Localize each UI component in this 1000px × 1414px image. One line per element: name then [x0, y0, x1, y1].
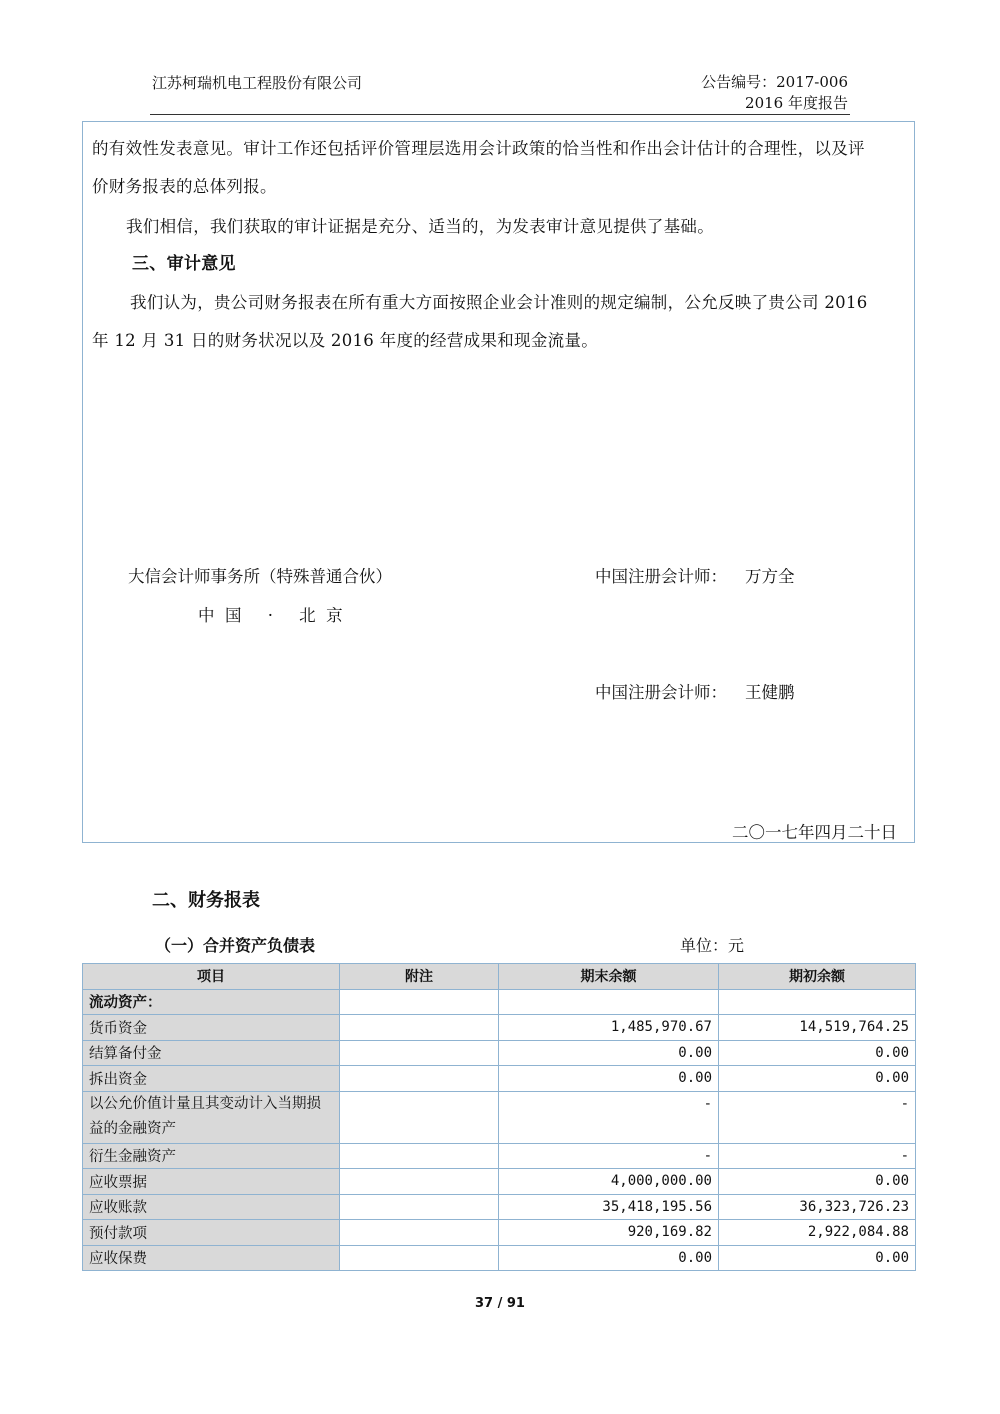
table-row [83, 1040, 916, 1066]
audit-paragraph-1 [92, 130, 865, 206]
table-row [83, 1091, 916, 1143]
audit-paragraph-1-line-1: 的有效性发表意见。审计工作还包括评价管理层选用会计政策的恰当性和作出会计估计的合理性，以及评 [92, 139, 865, 158]
table-row [83, 1169, 916, 1195]
row-opening-balance: 0.00 [719, 1066, 916, 1092]
audit-firm-name: 大信会计师事务所（特殊普通合伙） [128, 567, 392, 586]
section-3-heading: 三、审计意见 [132, 254, 236, 274]
row-note [340, 1169, 499, 1195]
report-meta [701, 72, 848, 114]
row-closing-balance: 920,169.82 [499, 1220, 719, 1246]
row-opening-balance: 14,519,764.25 [719, 1015, 916, 1041]
audit-firm-location: 中 国 · 北 京 [198, 606, 343, 625]
row-label: 以公允价值计量且其变动计入当期损益的金融资产 [83, 1091, 340, 1143]
row-closing-balance: 0.00 [499, 1040, 719, 1066]
balance-sheet-table [82, 963, 916, 1271]
row-closing-balance [499, 989, 719, 1015]
cpa-2-name: 王健鹏 [745, 683, 795, 702]
balance-sheet-title: （一）合并资产负债表 [155, 936, 316, 955]
announcement-number: 公告编号：2017-006 [701, 73, 848, 91]
audit-paragraph-1-line-2: 价财务报表的总体列报。 [92, 177, 277, 196]
row-label: 结算备付金 [83, 1040, 340, 1066]
row-opening-balance [719, 989, 916, 1015]
row-opening-balance: 0.00 [719, 1245, 916, 1271]
row-opening-balance: 2,922,084.88 [719, 1220, 916, 1246]
row-closing-balance: - [499, 1091, 719, 1143]
cpa-2-label: 中国注册会计师： [595, 683, 727, 702]
row-opening-balance: 36,323,726.23 [719, 1194, 916, 1220]
header-divider [150, 114, 850, 115]
audit-opinion-line-1: 我们认为，贵公司财务报表在所有重大方面按照企业会计准则的规定编制，公允反映了贵公司 2016 [130, 293, 868, 312]
row-note [340, 1015, 499, 1041]
audit-paragraph-2: 我们相信，我们获取的审计证据是充分、适当的，为发表审计意见提供了基础。 [126, 217, 714, 236]
table-row [83, 1220, 916, 1246]
row-label: 衍生金融资产 [83, 1143, 340, 1169]
row-closing-balance: 0.00 [499, 1245, 719, 1271]
column-header-item: 项目 [83, 964, 340, 990]
row-note [340, 1220, 499, 1246]
table-row [83, 1143, 916, 1169]
table-row [83, 1194, 916, 1220]
row-closing-balance: 35,418,195.56 [499, 1194, 719, 1220]
row-note [340, 1245, 499, 1271]
row-label: 流动资产： [83, 989, 340, 1015]
row-closing-balance: 4,000,000.00 [499, 1169, 719, 1195]
report-date: 二〇一七年四月二十日 [732, 823, 897, 842]
row-note [340, 989, 499, 1015]
row-note [340, 1194, 499, 1220]
company-name: 江苏柯瑞机电工程股份有限公司 [152, 74, 363, 92]
table-row [83, 1066, 916, 1092]
cpa-1-label: 中国注册会计师： [595, 567, 727, 586]
row-opening-balance: - [719, 1091, 916, 1143]
table-row [83, 1015, 916, 1041]
column-header-opening-balance: 期初余额 [719, 964, 916, 990]
currency-unit: 单位：元 [680, 936, 745, 955]
row-closing-balance: 0.00 [499, 1066, 719, 1092]
row-opening-balance: 0.00 [719, 1169, 916, 1195]
audit-opinion-paragraph [92, 284, 868, 360]
row-note [340, 1040, 499, 1066]
row-note [340, 1091, 499, 1143]
page-number: 37 / 91 [475, 1296, 525, 1311]
table-row [83, 1245, 916, 1271]
row-opening-balance: - [719, 1143, 916, 1169]
table-header-row [83, 964, 916, 990]
row-label: 应收票据 [83, 1169, 340, 1195]
report-year: 2016 年度报告 [745, 94, 848, 112]
audit-opinion-line-2: 年 12 月 31 日的财务状况以及 2016 年度的经营成果和现金流量。 [92, 331, 599, 350]
row-label: 拆出资金 [83, 1066, 340, 1092]
row-label: 应收账款 [83, 1194, 340, 1220]
table-row [83, 989, 916, 1015]
row-label: 货币资金 [83, 1015, 340, 1041]
cpa-1-name: 万方全 [745, 567, 795, 586]
row-note [340, 1066, 499, 1092]
row-closing-balance: 1,485,970.67 [499, 1015, 719, 1041]
row-note [340, 1143, 499, 1169]
column-header-closing-balance: 期末余额 [499, 964, 719, 990]
row-label: 预付款项 [83, 1220, 340, 1246]
section-2-heading: 二、财务报表 [152, 890, 260, 911]
row-opening-balance: 0.00 [719, 1040, 916, 1066]
column-header-note: 附注 [340, 964, 499, 990]
row-label: 应收保费 [83, 1245, 340, 1271]
row-closing-balance: - [499, 1143, 719, 1169]
